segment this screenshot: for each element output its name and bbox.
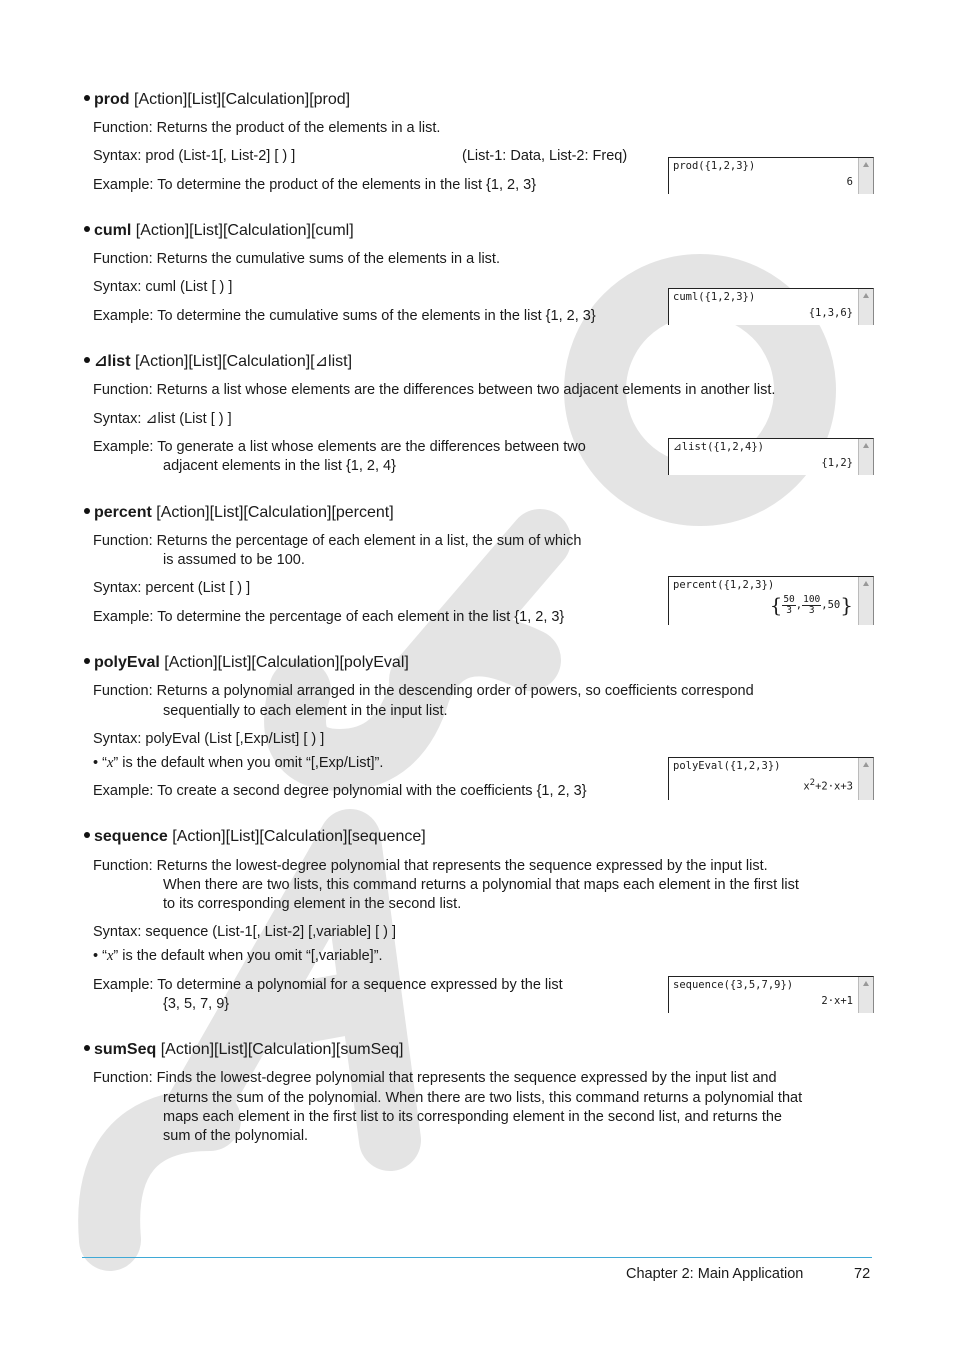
page-number: 72 <box>854 1266 871 1282</box>
example-text: Example: To determine the product of the elements in the list {1, 2, 3} <box>93 177 537 193</box>
example-text: Example: To determine the percentage of each element in the list {1, 2, 3} <box>93 609 565 625</box>
function-text: Function: Returns the lowest-degree polynomial that represents the sequence expressed by the input list. <box>93 858 768 874</box>
section-heading: percent [Action][List][Calculation][percent] <box>82 503 882 523</box>
screen-input: cuml({1,2,3}) <box>673 291 756 303</box>
section-heading: ⊿list [Action][List][Calculation][⊿list] <box>82 352 882 372</box>
section-polyeval <box>82 653 882 799</box>
syntax-text: Syntax: percent (List [ ) ] <box>93 580 251 596</box>
syntax-text: Syntax: ⊿list (List [ ) ] <box>93 411 232 427</box>
function-text-cont: sum of the polynomial. <box>163 1128 309 1144</box>
function-text: Function: Returns the cumulative sums of the elements in a list. <box>93 251 500 267</box>
screen-input: polyEval({1,2,3}) <box>673 760 781 772</box>
function-text-cont: returns the sum of the polynomial. When there are two lists, this command returns a polynomial that <box>163 1090 803 1106</box>
syntax-note: (List-1: Data, List-2: Freq) <box>462 148 628 164</box>
screen-input: prod({1,2,3}) <box>673 160 756 172</box>
example-text-cont: {3, 5, 7, 9} <box>163 996 230 1012</box>
scroll-up-icon <box>863 443 869 448</box>
function-text-cont: When there are two lists, this command returns a polynomial that maps each element in the first list <box>163 877 799 893</box>
section-sumseq <box>82 1040 882 1144</box>
scroll-up-icon <box>863 162 869 167</box>
example-text: Example: To determine the cumulative sums of the elements in the list {1, 2, 3} <box>93 308 596 324</box>
example-text: Example: To create a second degree polynomial with the coefficients {1, 2, 3} <box>93 783 587 799</box>
bullet-icon <box>84 1045 90 1051</box>
calculator-screen <box>668 438 874 475</box>
scroll-up-icon <box>863 981 869 986</box>
function-text: Function: Returns a list whose elements are the differences between two adjacent elements in another list. <box>93 382 776 398</box>
function-text: Function: Returns the product of the elements in a list. <box>93 120 441 136</box>
function-text-cont: sequentially to each element in the input list. <box>163 703 448 719</box>
footer-rule <box>82 1257 872 1258</box>
scroll-up-icon <box>863 581 869 586</box>
footer-chapter: Chapter 2: Main Application <box>626 1266 804 1282</box>
fraction: $\frac{100}{3}$ <box>803 593 821 616</box>
section-cuml <box>82 221 882 324</box>
calculator-screen <box>668 976 874 1013</box>
scrollbar[interactable] <box>858 289 873 325</box>
function-text: Function: Finds the lowest-degree polynomial that represents the sequence expressed by the input list and <box>93 1070 777 1086</box>
calculator-screen <box>668 157 874 194</box>
bullet-icon <box>84 357 90 363</box>
syntax-text: Syntax: polyEval (List [,Exp/List] [ ) ] <box>93 731 325 747</box>
note-text: • “x” is the default when you omit “[,variable]”. <box>93 948 383 964</box>
scrollbar[interactable] <box>858 158 873 194</box>
section-heading: cuml [Action][List][Calculation][cuml] <box>82 221 882 241</box>
syntax-text: Syntax: cuml (List [ ) ] <box>93 279 233 295</box>
section-heading: prod [Action][List][Calculation][prod] <box>82 90 882 110</box>
syntax-text: Syntax: sequence (List-1[, List-2] [,variable] [ ) ] <box>93 924 397 940</box>
bullet-icon <box>84 95 90 101</box>
screen-output: 6 <box>846 176 853 188</box>
syntax-text: Syntax: prod (List-1[, List-2] [ ) ] <box>93 148 296 164</box>
function-text-cont: to its corresponding element in the second list. <box>163 896 462 912</box>
section-delta-list <box>82 352 882 474</box>
function-text-cont: maps each element in the first list to its corresponding element in the second list, and returns the <box>163 1109 782 1125</box>
screen-input: percent({1,2,3}) <box>673 579 775 591</box>
example-text: Example: To generate a list whose elements are the differences between two <box>93 439 586 455</box>
calculator-screen <box>668 288 874 325</box>
scroll-up-icon <box>863 293 869 298</box>
section-heading: polyEval [Action][List][Calculation][polyEval] <box>82 653 882 673</box>
scroll-up-icon <box>863 762 869 767</box>
section-heading: sequence [Action][List][Calculation][sequence] <box>82 827 882 847</box>
example-text-cont: adjacent elements in the list {1, 2, 4} <box>163 458 396 474</box>
screen-output: $x^2+2\cdot x+3$ <box>803 778 853 793</box>
fraction: $\frac{50}{3}$ <box>783 593 795 616</box>
screen-input: ⊿list({1,2,4}) <box>673 441 764 453</box>
bullet-icon <box>84 658 90 664</box>
screen-output: {1,2} <box>821 457 853 469</box>
section-prod <box>82 90 882 193</box>
scrollbar[interactable] <box>858 758 873 800</box>
function-text-cont: is assumed to be 100. <box>163 552 305 568</box>
section-heading: sumSeq [Action][List][Calculation][sumSeq] <box>82 1040 882 1060</box>
section-percent <box>82 503 882 625</box>
screen-output: { $\frac{50}{3}$ , $\frac{100}{3}$ ,50} <box>769 593 853 617</box>
note-text: • “x” is the default when you omit “[,Exp/List]”. <box>93 755 384 771</box>
scrollbar[interactable] <box>858 577 873 625</box>
screen-output: {1,3,6} <box>808 307 853 319</box>
bullet-icon <box>84 832 90 838</box>
calculator-screen <box>668 757 874 800</box>
bullet-icon <box>84 226 90 232</box>
screen-input: sequence({3,5,7,9}) <box>673 979 794 991</box>
function-text: Function: Returns the percentage of each element in a list, the sum of which <box>93 533 582 549</box>
calculator-screen <box>668 576 874 625</box>
section-sequence <box>82 827 882 1012</box>
scrollbar[interactable] <box>858 977 873 1013</box>
bullet-icon <box>84 508 90 514</box>
example-text: Example: To determine a polynomial for a sequence expressed by the list <box>93 977 563 993</box>
screen-output: 2·x+1 <box>821 995 853 1007</box>
scrollbar[interactable] <box>858 439 873 475</box>
function-text: Function: Returns a polynomial arranged in the descending order of powers, so coefficients correspond <box>93 683 754 699</box>
